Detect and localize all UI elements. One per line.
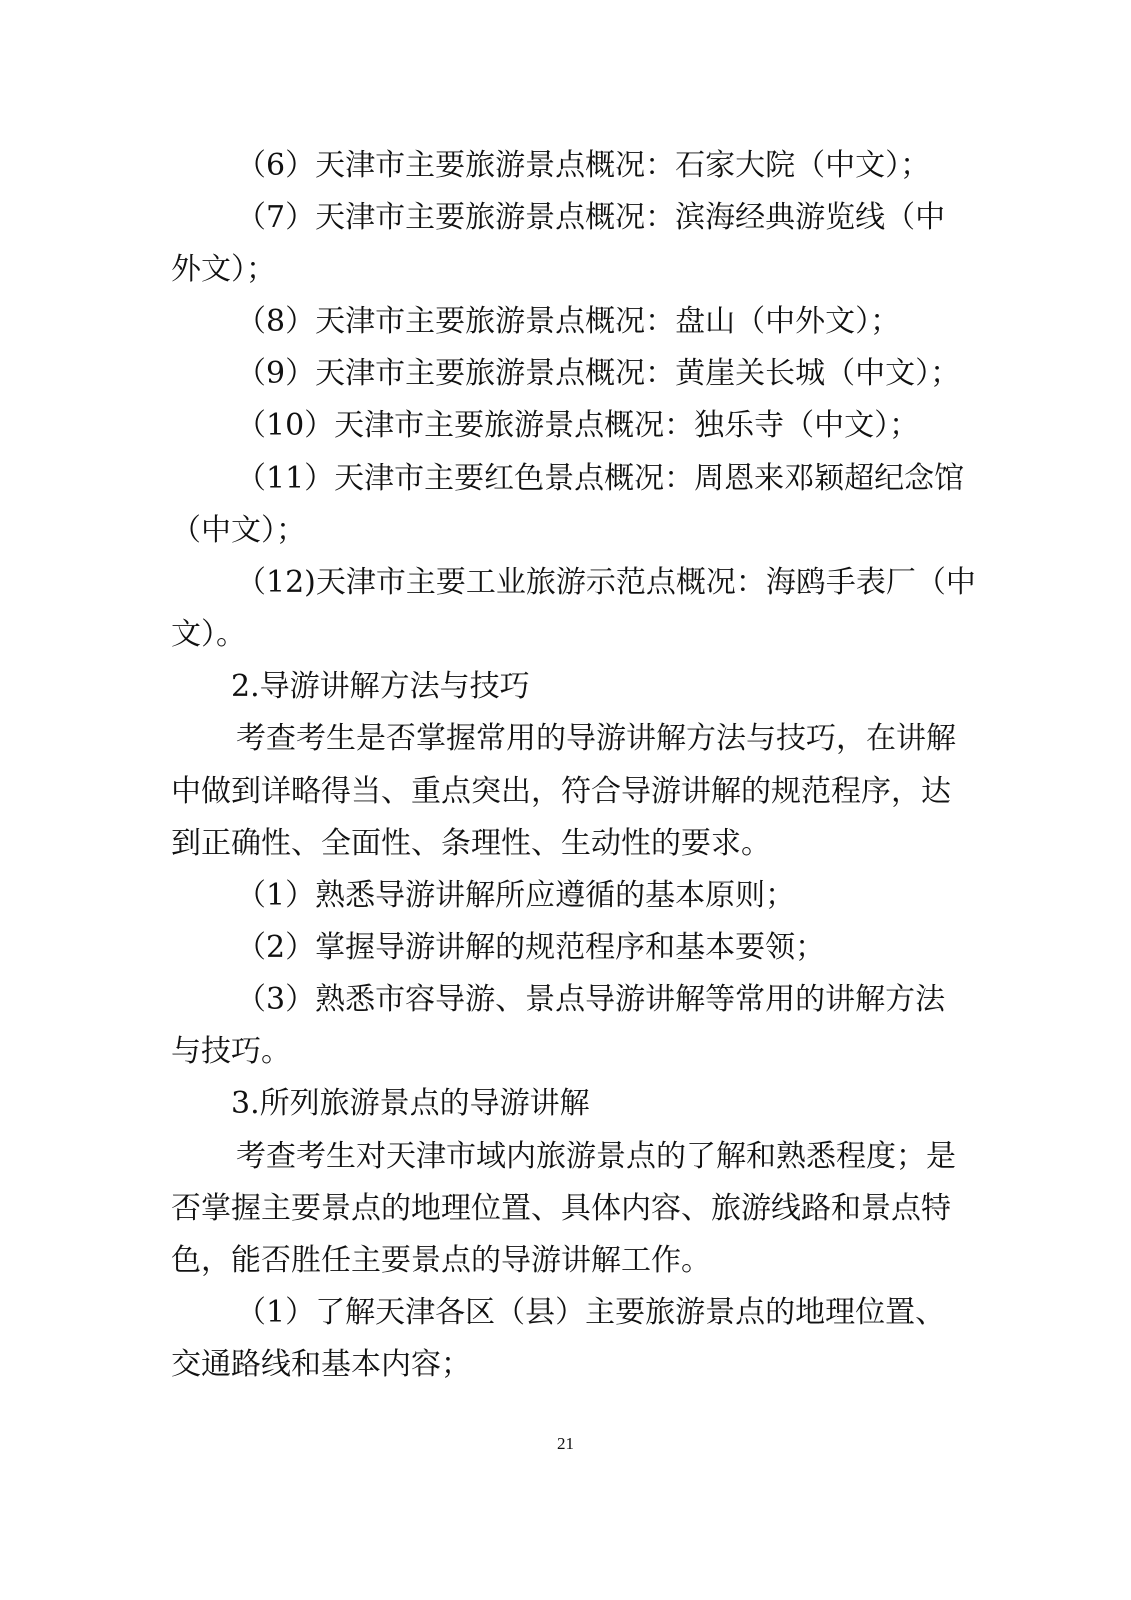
- text-line: 与技巧。: [171, 1034, 291, 1069]
- text-line: 否掌握主要景点的地理位置、具体内容、旅游线路和景点特: [171, 1191, 951, 1226]
- text-line: （3）熟悉市容导游、景点导游讲解等常用的讲解方法: [236, 982, 946, 1017]
- text-line: （9）天津市主要旅游景点概况：黄崖关长城（中文）；: [236, 356, 961, 391]
- text-line: （12)天津市主要工业旅游示范点概况：海鸥手表厂（中: [236, 565, 976, 600]
- text-line: （1）了解天津各区（县）主要旅游景点的地理位置、: [236, 1295, 946, 1330]
- text-line: （10）天津市主要旅游景点概况：独乐寺（中文）；: [236, 408, 920, 443]
- text-line: （6）天津市主要旅游景点概况：石家大院（中文）；: [236, 148, 931, 183]
- text-line: （1）熟悉导游讲解所应遵循的基本原则；: [236, 878, 796, 913]
- section-heading: 3.所列旅游景点的导游讲解: [231, 1086, 590, 1121]
- text-line: 外文）；: [171, 252, 276, 287]
- text-line: 到正确性、全面性、条理性、生动性的要求。: [171, 826, 771, 861]
- text-line: 文）。: [171, 617, 246, 652]
- text-line: （8）天津市主要旅游景点概况：盘山（中外文）；: [236, 304, 901, 339]
- text-line: （2）掌握导游讲解的规范程序和基本要领；: [236, 930, 826, 965]
- text-line: （11）天津市主要红色景点概况：周恩来邓颖超纪念馆: [236, 461, 965, 496]
- text-line: 考查考生对天津市域内旅游景点的了解和熟悉程度；是: [236, 1139, 956, 1174]
- section-heading: 2.导游讲解方法与技巧: [231, 669, 530, 704]
- text-line: （中文）；: [171, 513, 306, 548]
- text-line: （7）天津市主要旅游景点概况：滨海经典游览线（中: [236, 200, 946, 235]
- text-line: 色，能否胜任主要景点的导游讲解工作。: [171, 1243, 711, 1278]
- page-number: 21: [557, 1434, 574, 1453]
- text-line: 考查考生是否掌握常用的导游讲解方法与技巧，在讲解: [236, 721, 956, 756]
- text-line: 交通路线和基本内容；: [171, 1347, 471, 1382]
- text-line: 中做到详略得当、重点突出，符合导游讲解的规范程序，达: [171, 774, 951, 809]
